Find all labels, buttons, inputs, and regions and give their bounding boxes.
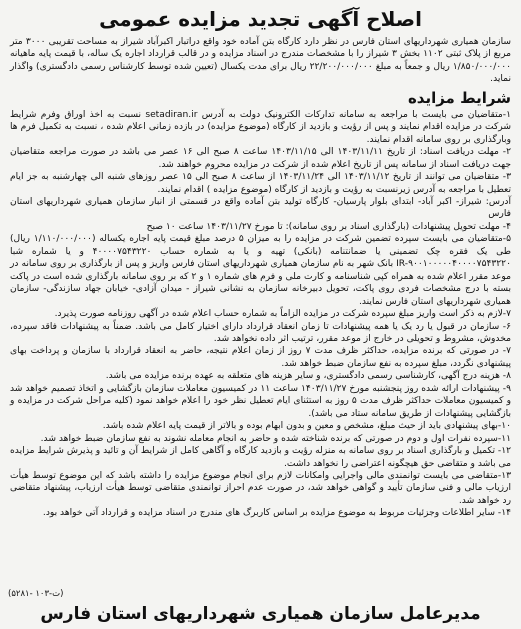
intro-paragraph: سازمان همیاری شهرداریهای استان فارس در نظر دارد کارگاه بتن آماده خود واقع دراتبار اکبرآباد شیراز به مساحت تقریبی ۳۰۰۰ متر مربع از پلاک ثبتی ۱۱۰۲ بخش ۳ شیراز را با مشخصات مندرج در اسناد مزایده و در قالب قرارداد اجاره یک ساله، با قیمت پایه ماهیانه ۱/۸۵۰/۰۰۰/۰۰۰ ریال و جمعاً به مبلغ ۲۲/۲۰۰/۰۰۰/۰۰۰ ریال برای مدت یکسال (تعیین شده توسط کارشناس رسمی دادگستری) واگذار نماید. xyxy=(10,37,512,85)
condition-item: ۹- پیشنهادات ارائه شده روز پنجشنبه مورخ ۱۴۰۳/۱۱/۲۷ ساعت ۱۱ در کمیسیون معاملات سازمان بازگشایی و اتخاذ تصمیم خواهد شد و کمیسیون معاملات حداکثر ظرف مدت ۵ روز به استثنای ایام تعطیل نظر خود را اعلام خواهد نمود (کلیه مراحل شرکت در مزایده و بازگشایی پیشنهادات از طریق سامانه ستاد می باشد). xyxy=(10,383,511,419)
page-title: اصلاح آگهی تجدید مزایده عمومی xyxy=(99,7,422,31)
conditions-list xyxy=(10,109,511,520)
condition-item: ۱۳-متقاضی می بایست توانمندی مالی واجرایی وامکانات لازم برای انجام موضوع مزایده را داشته باشد که این موضوع توسط هیأت ارزیاب مالی و فنی سازمان تأیید و گواهی خواهد شد، در صورت عدم احراز توانمندی متقاضی توسط هیأت ارزیاب، پیشنهاد متقاضی رد خواهد شد. xyxy=(10,470,511,506)
condition-item: ۷- در صورتی که برنده مزایده، حداکثر ظرف مدت ۷ روز از زمان اعلام نتیجه، حاضر به انعقاد قرارداد با سازمان و پرداخت بهای پیشنهادی نگردد، مبلغ سپرده به نفع سازمان ضبط خواهد شد. xyxy=(10,346,511,369)
condition-item: ۲- مهلت دریافت اسناد: از تاریخ ۱۴۰۳/۱۱/۱۱ الی ۱۴۰۳/۱۱/۱۵ ساعت ۸ صبح الی ۱۶ عصر می باشد در صورت مراجعه متقاضیان جهت دریافت اسناد از سامانه پس از تاریخ اعلام شده از شرکت در مزایده محروم خواهند شد. xyxy=(10,147,511,170)
condition-item: ۱۲- تکمیل و بارگذاری اسناد بر روی سامانه به منزله رؤیت و بازدید کارگاه و آگاهی کامل از شرایط آن و تائید و پذیرش شرایط مزایده می باشد و متقاضی حق هیچگونه اعتراضی را نخواهد داشت. xyxy=(10,446,511,469)
condition-item: ۶- سازمان در قبول یا رد یک یا همه پیشنهادات تا زمان انعقاد قرارداد دارای اختیار کامل می باشد. ضمناً به پیشنهادات فاقد سپرده، مخدوش، مشروط و تحویلی در خارج از موعد مقرر، ترتیب اثر داده نخواهد شد. xyxy=(10,321,511,344)
publication-code: (۵۲۸۱- ۱۰۳-ت) xyxy=(8,589,64,599)
condition-item: ۱۰-بهای پیشنهادی باید از حیث مبلغ، مشخص و معین و بدون ابهام بوده و بالاتر از قیمت پایه اعلام شده باشد. xyxy=(102,421,511,432)
condition-item: ۱۱-سپرده نفرات اول و دوم در صورتی که برنده شناخته شده و حاضر به انجام معامله نشوند به نفع سازمان ضبط خواهد شد. xyxy=(40,433,511,444)
condition-item: ۳- متقاضیان می توانند از تاریخ ۱۴۰۳/۱۱/۱۲ الی ۱۴۰۳/۱۱/۲۴ از ساعت ۸ صبح الی ۱۵ عصر روزهای شنبه الی چهارشنبه به جز ایام تعطیل با مراجعه به آدرس زیرنسبت به رؤیت و بازدید از کارگاه (موضوع مزایده ) اقدام نمایند. xyxy=(10,172,511,195)
condition-item: ۸- هزینه درج آگهی، کارشناسی رسمی دادگستری، و سایر هزینه های متعلقه به عهده برنده مزایده می باشد. xyxy=(105,371,511,382)
condition-item: ۵-متقاضیان می بایست سپرده تضمین شرکت در مزایده را به میزان ۵ درصد مبلغ قیمت پایه اجاره یکساله (۱/۱۱۰/۰۰۰/۰۰۰ ریال) طی یک فقره چک تضمینی یا ضمانتنامه (بانکی) تهیه و یا به شماره حساب ۴۰۰۰۰۷۵۴۳۲۲۰ و یا شماره شبا IR-۹۰۰۱۰۰۰۰۰۴۰۰۰۰۷۵۴۳۲۲۰ بانک شهر به نام سازمان همیاری شهرداریهای استان فارس واریز و پس از بارگذاری بر روی سامانه در موعد مقرر اعلام شده به همراه کپی شناسنامه و کارت ملی و فرم های شماره ۱ و ۲ که بر روی سامانه بارگذاری شده است در پاکت بسته با درج مشخصات فردی روی پاکت، تحویل دبیرخانه سازمان به نشانی شیراز - میدان آزادی- خیابان جهاد سازندگی- سازمان همیاری شهرداریهای استان فارس نمایند. xyxy=(10,234,511,307)
condition-item: ۱-متقاضیان می بایست با مراجعه به سامانه تدارکات الکترونیک دولت به آدرس setadiran.ir نسبت به اخذ اوراق وفرم شرایط شرکت در مزایده اقدام نمایند و پس از رؤیت و بازدید از کارگاه (موضوع مزایده) در بازده زمانی اعلام شده ، نسبت به تکمیل فرم ها وبارگذاری بر روی سامانه اقدام نمایند. xyxy=(10,109,511,145)
condition-item: آدرس: شیراز- اکبر آباد- ابتدای بلوار پارسیان- کارگاه تولید بتن آماده واقع در قسمتی از انبار سازمان همیاری شهرداریهای استان فارس xyxy=(10,196,511,220)
condition-item: ۱۴- سایر اطلاعات وجزئیات مربوط به موضوع مزایده بر اساس کاربرگ های مندرج در اسناد مزایده و قرارداد آتی خواهد بود. xyxy=(42,508,511,519)
condition-item: ۷-لازم به ذکر است واریز مبلغ سپرده شرکت در مزایده الزاماً به شماره حساب اعلام شده در آگهی روزنامه صورت پذیرد. xyxy=(54,309,511,320)
signature-line: مدیرعامل سازمان همیاری شهرداریهای استان فارس xyxy=(40,604,481,624)
conditions-heading: شرایط مزایده xyxy=(407,88,511,107)
condition-item: ۴- مهلت تحویل پیشنهادات (بارگذاری اسناد بر روی سامانه): تا مورخ ۱۴۰۳/۱۱/۲۷ ساعت ۱۰ صبح xyxy=(146,221,511,232)
